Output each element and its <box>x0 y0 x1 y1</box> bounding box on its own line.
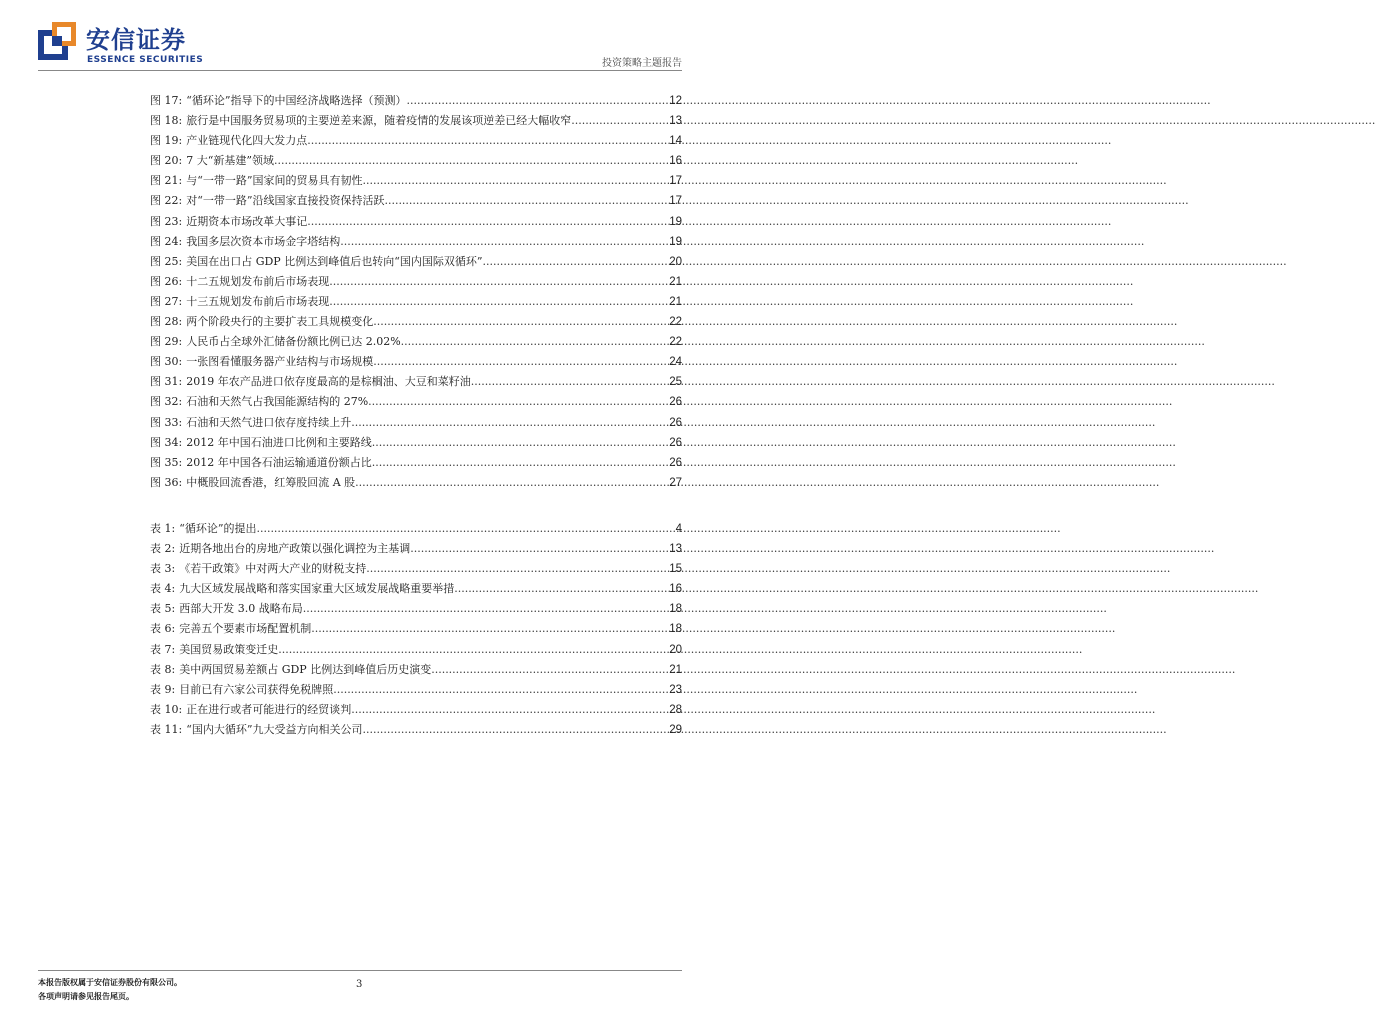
toc-entry-label: 表 7: <box>150 642 176 656</box>
toc-entry-page: 16 <box>669 155 682 168</box>
toc-entry-page: 4 <box>675 523 682 535</box>
toc-entry-page: 19 <box>669 235 682 248</box>
toc-entry-label: 图 22: <box>150 194 183 208</box>
toc-entry-label: 图 24: <box>150 234 183 248</box>
toc-entry-page: 21 <box>669 275 682 288</box>
toc-entry-label: 图 17: <box>150 94 183 107</box>
toc-entry-page: 21 <box>669 295 682 308</box>
toc-leader-dots <box>333 680 667 700</box>
toc-leader-dots <box>372 453 668 473</box>
toc-entry-page: 24 <box>669 356 682 369</box>
toc-entry-page: 26 <box>669 396 682 409</box>
toc-entry-page: 19 <box>669 215 682 228</box>
toc-entry-page: 20 <box>669 255 682 268</box>
toc-leader-dots <box>368 392 667 412</box>
figures-list <box>150 91 682 493</box>
report-type: 投资策略主题报告 <box>602 58 682 69</box>
toc-leader-dots <box>307 131 667 151</box>
toc-entry-title: 《若干政策》中对两大产业的财税支持 <box>179 562 367 576</box>
page-header <box>0 0 724 72</box>
toc-entry-page: 23 <box>669 683 682 696</box>
toc-entry-title: 美国贸易政策变迁史 <box>179 642 279 656</box>
toc-entry-page: 18 <box>669 603 682 616</box>
toc-entry-label: 图 19: <box>150 134 183 148</box>
toc-entry-label: 图 30: <box>150 355 183 369</box>
toc-entry-page: 29 <box>669 723 682 736</box>
toc-entry-title: 两个阶段央行的主要扩表工具规模变化 <box>186 315 374 329</box>
table-toc-entry[interactable] <box>150 700 682 720</box>
figure-toc-entry[interactable] <box>150 232 682 252</box>
toc-entry-title: 产业链现代化四大发力点 <box>186 134 308 148</box>
table-toc-entry[interactable] <box>150 720 682 740</box>
table-toc-entry[interactable] <box>150 640 682 660</box>
toc-entry-label: 表 1: <box>150 522 176 535</box>
toc-entry-label: 表 11: <box>150 722 183 736</box>
toc-entry-page: 13 <box>669 543 682 556</box>
toc-entry-label: 图 28: <box>150 315 183 329</box>
table-toc-entry[interactable] <box>150 599 682 619</box>
toc-entry-page: 26 <box>669 436 682 449</box>
figure-toc-entry[interactable] <box>150 292 682 312</box>
toc-leader-dots <box>340 232 667 252</box>
toc-entry-page: 22 <box>669 336 682 349</box>
toc-entry-page: 20 <box>669 643 682 656</box>
toc-entry-label: 表 9: <box>150 682 176 696</box>
toc-entry-page: 22 <box>669 316 682 329</box>
toc-entry-title: 2012 年中国各石油运输通道份额占比 <box>186 455 372 469</box>
table-toc-entry[interactable] <box>150 559 682 579</box>
toc-entry-label: 表 10: <box>150 702 183 716</box>
toc-entry-title: 人民币占全球外汇储备份额比例已达 2.02% <box>186 335 401 349</box>
toc-leader-dots <box>431 660 667 680</box>
toc-leader-dots <box>362 171 667 191</box>
toc-entry-label: 图 21: <box>150 174 183 188</box>
figure-toc-entry[interactable] <box>150 252 682 272</box>
figure-toc-entry[interactable] <box>150 312 682 332</box>
toc-entry-page: 14 <box>669 135 682 148</box>
toc-leader-dots <box>454 579 667 599</box>
toc-entry-title: 一张图看懂服务器产业结构与市场规模 <box>186 355 374 369</box>
toc-entry-title: 正在进行或者可能进行的经贸谈判 <box>186 702 352 716</box>
toc-entry-label: 表 3: <box>150 562 176 576</box>
brand-name-cn: 安信证券 <box>86 26 186 54</box>
disclaimer-notice: 各项声明请参见报告尾页。 <box>38 991 134 1001</box>
toc-leader-dots <box>571 111 667 131</box>
toc-entry-title: 石油和天然气进口依存度持续上升 <box>186 415 352 429</box>
toc-leader-dots <box>329 292 667 312</box>
figure-toc-entry[interactable] <box>150 453 682 473</box>
toc-entry-page: 17 <box>669 195 682 208</box>
toc-entry-label: 表 5: <box>150 602 176 616</box>
table-toc-entry[interactable] <box>150 660 682 680</box>
toc-leader-dots <box>366 559 667 579</box>
figure-toc-entry[interactable] <box>150 352 682 372</box>
table-toc-entry[interactable] <box>150 539 682 559</box>
tables-list <box>150 519 682 740</box>
copyright-notice: 本报告版权属于安信证券股份有限公司。 <box>38 977 182 987</box>
toc-entry-label: 图 23: <box>150 214 183 228</box>
toc-entry-title: 目前已有六家公司获得免税牌照 <box>179 682 334 696</box>
toc-leader-dots <box>274 151 667 171</box>
toc-entry-page: 26 <box>669 456 682 469</box>
toc-entry-label: 图 31: <box>150 375 183 389</box>
figure-toc-entry[interactable] <box>150 392 682 412</box>
figure-toc-entry[interactable] <box>150 332 682 352</box>
brand-logo-icon <box>38 22 78 62</box>
toc-entry-page: 13 <box>669 115 682 128</box>
toc-leader-dots <box>351 413 667 433</box>
page-number: 3 <box>356 979 363 990</box>
toc-entry-page: 12 <box>669 95 682 107</box>
toc-entry-title: 十二五规划发布前后市场表现 <box>186 274 330 288</box>
table-toc-entry[interactable] <box>150 519 682 539</box>
toc-entry-label: 图 29: <box>150 335 183 349</box>
figure-toc-entry[interactable] <box>150 212 682 232</box>
toc-entry-label: 表 4: <box>150 582 176 596</box>
toc-leader-dots <box>373 312 667 332</box>
toc-entry-title: 近期资本市场改革大事记 <box>186 214 308 228</box>
footer-divider <box>38 970 682 971</box>
toc-leader-dots <box>362 720 667 740</box>
toc-entry-label: 图 18: <box>150 114 183 128</box>
brand-name-en: ESSENCE SECURITIES <box>87 55 204 65</box>
toc-entry-title: 石油和天然气占我国能源结构的 27% <box>186 395 369 409</box>
figure-toc-entry[interactable] <box>150 433 682 453</box>
toc-entry-page: 25 <box>669 376 682 389</box>
header-divider <box>38 70 682 71</box>
table-toc-entry[interactable] <box>150 579 682 599</box>
figure-toc-entry[interactable] <box>150 171 682 191</box>
toc-entry-title: 与“一带一路”国家间的贸易具有韧性 <box>186 174 363 188</box>
toc-leader-dots <box>355 473 667 493</box>
toc-entry-title: 我国多层次资本市场金字塔结构 <box>186 234 341 248</box>
toc-entry-label: 表 8: <box>150 662 176 676</box>
figure-toc-entry[interactable] <box>150 372 682 392</box>
toc-entry-label: 表 6: <box>150 622 176 636</box>
toc-entry-page: 15 <box>669 563 682 576</box>
toc-entry-title: “国内大循环”九大受益方向相关公司 <box>186 722 363 736</box>
toc-entry-title: 完善五个要素市场配置机制 <box>179 622 312 636</box>
toc-entry-label: 图 33: <box>150 415 183 429</box>
toc-leader-dots <box>303 599 668 619</box>
toc-entry-title: 对“一带一路”沿线国家直接投资保持活跃 <box>186 194 385 208</box>
toc-entry-label: 表 2: <box>150 542 176 556</box>
toc-entry-title: 美中两国贸易差额占 GDP 比例达到峰值后历史演变 <box>179 662 432 676</box>
toc-entry-title: 2019 年农产品进口依存度最高的是棕榈油、大豆和菜籽油 <box>186 375 471 389</box>
figure-toc-entry[interactable] <box>150 151 682 171</box>
toc-leader-dots <box>351 700 667 720</box>
figure-toc-entry[interactable] <box>150 131 682 151</box>
toc-entry-page: 26 <box>669 416 682 429</box>
toc-entry-label: 图 26: <box>150 274 183 288</box>
toc-entry-page: 21 <box>669 663 682 676</box>
toc-leader-dots <box>278 640 667 660</box>
toc-entry-title: 旅行是中国服务贸易项的主要逆差来源，随着疫情的发展该项逆差已经大幅收窄 <box>186 114 572 128</box>
toc-entry-page: 27 <box>669 476 682 489</box>
toc-entry-label: 图 25: <box>150 254 183 268</box>
toc-entry-label: 图 36: <box>150 475 183 489</box>
toc-entry-label: 图 27: <box>150 294 183 308</box>
toc-leader-dots <box>329 272 667 292</box>
figure-toc-entry[interactable] <box>150 91 682 111</box>
toc-leader-dots <box>256 519 673 539</box>
figure-toc-entry[interactable] <box>150 413 682 433</box>
toc-entry-title: 2012 年中国石油进口比例和主要路线 <box>186 435 372 449</box>
toc-entry-page: 16 <box>669 583 682 596</box>
toc-entry-label: 图 34: <box>150 435 183 449</box>
figure-toc-entry[interactable] <box>150 473 682 493</box>
toc-entry-title: 中概股回流香港，红筹股回流 A 股 <box>186 475 356 489</box>
toc-entry-label: 图 20: <box>150 154 183 168</box>
toc-leader-dots <box>482 252 667 272</box>
toc-entry-title: “循环论”指导下的中国经济战略选择（预测） <box>186 94 407 107</box>
toc-entry-label: 图 35: <box>150 455 183 469</box>
toc-leader-dots <box>384 191 667 211</box>
toc-entry-title: 7 大“新基建”领域 <box>186 154 274 168</box>
toc-leader-dots <box>406 91 667 111</box>
toc-entry-page: 17 <box>669 175 682 188</box>
table-toc-entry[interactable] <box>150 619 682 639</box>
toc-entry-title: 十三五规划发布前后市场表现 <box>186 294 330 308</box>
toc-leader-dots <box>410 539 667 559</box>
toc-entry-label: 图 32: <box>150 395 183 409</box>
toc-leader-dots <box>373 352 667 372</box>
toc-entry-title: 西部大开发 3.0 战略布局 <box>179 602 303 616</box>
toc-entry-page: 18 <box>669 623 682 636</box>
figure-toc-entry[interactable] <box>150 111 682 131</box>
toc-entry-title: 美国在出口占 GDP 比例达到峰值后也转向“国内国际双循环” <box>186 254 483 268</box>
toc-leader-dots <box>372 433 668 453</box>
toc-entry-title: 近期各地出台的房地产政策以强化调控为主基调 <box>179 542 411 556</box>
figure-toc-entry[interactable] <box>150 191 682 211</box>
toc-leader-dots <box>307 212 667 232</box>
toc-entry-title: 九大区域发展战略和落实国家重大区域发展战略重要举措 <box>179 582 455 596</box>
toc-entry-page: 28 <box>669 703 682 716</box>
toc-entry-title: “循环论”的提出 <box>179 522 257 535</box>
table-toc-entry[interactable] <box>150 680 682 700</box>
toc-leader-dots <box>471 372 668 392</box>
toc-leader-dots <box>311 619 667 639</box>
toc-leader-dots <box>401 332 668 352</box>
figure-toc-entry[interactable] <box>150 272 682 292</box>
